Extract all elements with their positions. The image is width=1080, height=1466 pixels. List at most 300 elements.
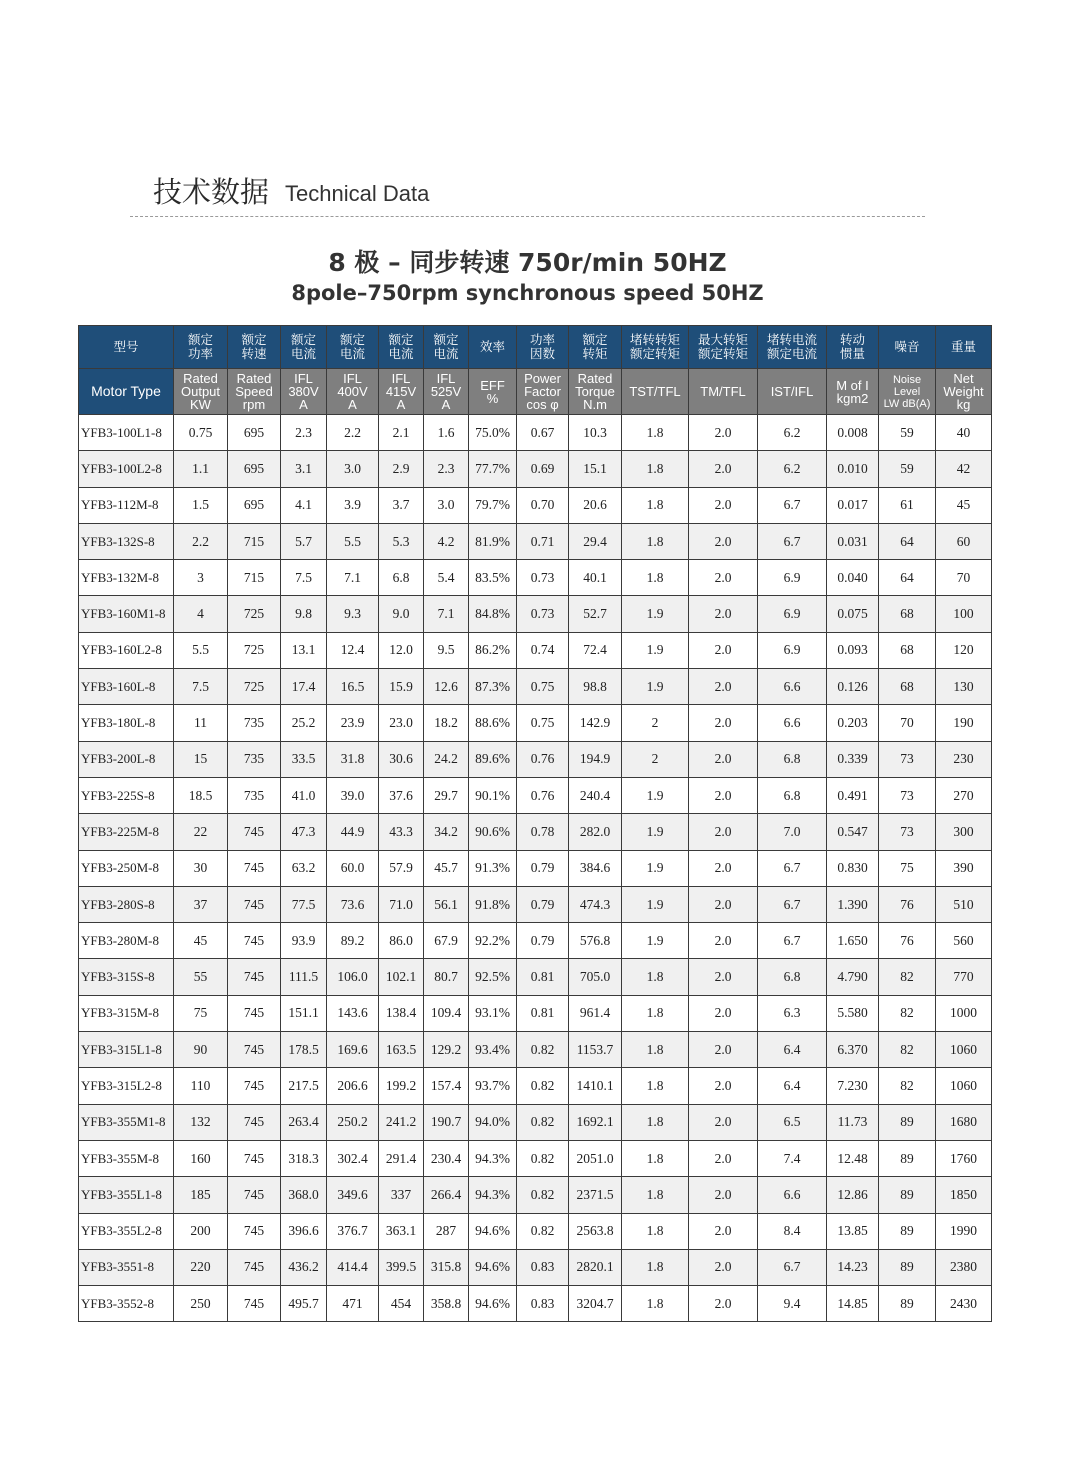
- table-cell: 0.82: [517, 1177, 569, 1213]
- table-cell: 6.9: [758, 560, 827, 596]
- table-cell: 82: [879, 1032, 936, 1068]
- table-cell: 1060: [936, 1068, 992, 1104]
- table-cell: 1680: [936, 1104, 992, 1140]
- table-cell: 745: [228, 1177, 281, 1213]
- table-cell: 725: [228, 596, 281, 632]
- table-cell: 185: [174, 1177, 228, 1213]
- table-cell: 715: [228, 560, 281, 596]
- table-cell: 6.7: [758, 886, 827, 922]
- header-en-cell: IFL 525V A: [424, 369, 469, 415]
- header-en-cell: IFL 380V A: [281, 369, 327, 415]
- motor-type-cell: YFB3-315S-8: [79, 959, 174, 995]
- table-cell: 6.9: [758, 596, 827, 632]
- table-cell: 2.2: [174, 523, 228, 559]
- table-cell: 1.8: [622, 1286, 689, 1322]
- table-cell: 2430: [936, 1286, 992, 1322]
- table-cell: 60: [936, 523, 992, 559]
- table-cell: 75.0%: [469, 415, 517, 451]
- table-cell: 12.48: [827, 1140, 879, 1176]
- table-cell: 93.1%: [469, 995, 517, 1031]
- table-cell: 1.9: [622, 886, 689, 922]
- table-cell: 0.69: [517, 451, 569, 487]
- table-cell: 23.0: [379, 705, 424, 741]
- motor-type-cell: YFB3-355L1-8: [79, 1177, 174, 1213]
- header-en-cell: TM/TFL: [689, 369, 758, 415]
- table-cell: 70: [936, 560, 992, 596]
- header-cn-cell: 额定 电流: [424, 326, 469, 369]
- table-cell: 349.6: [327, 1177, 379, 1213]
- table-cell: 7.0: [758, 814, 827, 850]
- table-cell: 40: [936, 415, 992, 451]
- table-cell: 510: [936, 886, 992, 922]
- table-row: [79, 995, 992, 1031]
- table-cell: 0.547: [827, 814, 879, 850]
- table-cell: 6.3: [758, 995, 827, 1031]
- header-cn-cell: 噪音: [879, 326, 936, 369]
- table-cell: 190.7: [424, 1104, 469, 1140]
- table-cell: 30.6: [379, 741, 424, 777]
- motor-type-cell: YFB3-200L-8: [79, 741, 174, 777]
- table-cell: 2.0: [689, 886, 758, 922]
- table-cell: 75: [879, 850, 936, 886]
- header-cn-cell: 功率 因数: [517, 326, 569, 369]
- table-cell: 6.6: [758, 669, 827, 705]
- table-cell: 1153.7: [569, 1032, 622, 1068]
- table-row: [79, 741, 992, 777]
- table-row: [79, 1286, 992, 1322]
- table-cell: 0.830: [827, 850, 879, 886]
- table-cell: 1.9: [622, 596, 689, 632]
- table-cell: 6.8: [758, 741, 827, 777]
- motor-type-cell: YFB3-180L-8: [79, 705, 174, 741]
- table-cell: 92.5%: [469, 959, 517, 995]
- table-cell: 2.0: [689, 1213, 758, 1249]
- page-heading: [153, 163, 429, 207]
- table-cell: 0.79: [517, 923, 569, 959]
- table-cell: 250: [174, 1286, 228, 1322]
- table-cell: 0.82: [517, 1213, 569, 1249]
- table-cell: 5.4: [424, 560, 469, 596]
- table-cell: 94.6%: [469, 1249, 517, 1285]
- table-cell: 52.7: [569, 596, 622, 632]
- table-cell: 302.4: [327, 1140, 379, 1176]
- table-row: [79, 415, 992, 451]
- table-cell: 1.8: [622, 959, 689, 995]
- table-cell: 287: [424, 1213, 469, 1249]
- table-cell: 1.6: [424, 415, 469, 451]
- table-cell: 94.6%: [469, 1286, 517, 1322]
- table-cell: 29.7: [424, 777, 469, 813]
- table-cell: 89.2: [327, 923, 379, 959]
- table-cell: 0.82: [517, 1104, 569, 1140]
- table-row: [79, 632, 992, 668]
- table-cell: 0.76: [517, 741, 569, 777]
- table-cell: 160: [174, 1140, 228, 1176]
- header-en-cell: IFL 400V A: [327, 369, 379, 415]
- table-row: [79, 850, 992, 886]
- table-cell: 363.1: [379, 1213, 424, 1249]
- table-cell: 1.8: [622, 1177, 689, 1213]
- table-cell: 291.4: [379, 1140, 424, 1176]
- table-cell: 0.74: [517, 632, 569, 668]
- table-cell: 138.4: [379, 995, 424, 1031]
- table-row: [79, 596, 992, 632]
- table-cell: 745: [228, 959, 281, 995]
- table-cell: 2.0: [689, 596, 758, 632]
- table-cell: 1.8: [622, 1213, 689, 1249]
- table-cell: 560: [936, 923, 992, 959]
- table-cell: 315.8: [424, 1249, 469, 1285]
- table-cell: 37: [174, 886, 228, 922]
- table-cell: 0.75: [174, 415, 228, 451]
- table-cell: 17.4: [281, 669, 327, 705]
- header-cn-cell: 额定 电流: [327, 326, 379, 369]
- table-cell: 37.6: [379, 777, 424, 813]
- table-cell: 77.5: [281, 886, 327, 922]
- table-cell: 1.9: [622, 923, 689, 959]
- motor-type-cell: YFB3-160L2-8: [79, 632, 174, 668]
- table-cell: 25.2: [281, 705, 327, 741]
- table-cell: 33.5: [281, 741, 327, 777]
- table-cell: 9.5: [424, 632, 469, 668]
- header-cn-cell: 转动 惯量: [827, 326, 879, 369]
- table-cell: 2: [622, 741, 689, 777]
- table-cell: 143.6: [327, 995, 379, 1031]
- table-cell: 91.8%: [469, 886, 517, 922]
- header-cn-cell: 额定 电流: [379, 326, 424, 369]
- table-cell: 318.3: [281, 1140, 327, 1176]
- table-cell: 8.4: [758, 1213, 827, 1249]
- header-cn-cell: 堵转转矩 额定转矩: [622, 326, 689, 369]
- table-cell: 68: [879, 669, 936, 705]
- table-cell: 2380: [936, 1249, 992, 1285]
- table-cell: 2.0: [689, 814, 758, 850]
- table-cell: 75: [174, 995, 228, 1031]
- table-row: [79, 451, 992, 487]
- table-row: [79, 523, 992, 559]
- table-cell: 1.1: [174, 451, 228, 487]
- table-row: [79, 959, 992, 995]
- table-cell: 64: [879, 560, 936, 596]
- table-cell: 1.8: [622, 523, 689, 559]
- table-cell: 89.6%: [469, 741, 517, 777]
- table-cell: 7.4: [758, 1140, 827, 1176]
- table-cell: 120: [936, 632, 992, 668]
- table-cell: 82: [879, 1068, 936, 1104]
- table-cell: 436.2: [281, 1249, 327, 1285]
- table-cell: 474.3: [569, 886, 622, 922]
- table-cell: 178.5: [281, 1032, 327, 1068]
- table-cell: 7.1: [327, 560, 379, 596]
- table-cell: 6.6: [758, 1177, 827, 1213]
- table-cell: 2.0: [689, 632, 758, 668]
- table-cell: 12.6: [424, 669, 469, 705]
- table-cell: 1.5: [174, 487, 228, 523]
- table-cell: 2.0: [689, 523, 758, 559]
- table-cell: 70: [879, 705, 936, 741]
- table-cell: 1410.1: [569, 1068, 622, 1104]
- table-cell: 18.2: [424, 705, 469, 741]
- table-cell: 6.370: [827, 1032, 879, 1068]
- table-cell: 82: [879, 995, 936, 1031]
- table-cell: 7.230: [827, 1068, 879, 1104]
- table-cell: 163.5: [379, 1032, 424, 1068]
- table-row: [79, 705, 992, 741]
- header-en-cell: EFF %: [469, 369, 517, 415]
- table-cell: 0.81: [517, 995, 569, 1031]
- subtitle-en: 8pole–750rpm synchronous speed 50HZ: [291, 281, 764, 305]
- table-cell: 20.6: [569, 487, 622, 523]
- motor-type-cell: YFB3-132M-8: [79, 560, 174, 596]
- table-cell: 94.3%: [469, 1177, 517, 1213]
- table-cell: 2.0: [689, 1177, 758, 1213]
- dashed-divider: [130, 216, 925, 217]
- table-cell: 2.0: [689, 1249, 758, 1285]
- table-cell: 745: [228, 923, 281, 959]
- header-en-cell: Rated Output KW: [174, 369, 228, 415]
- table-cell: 132: [174, 1104, 228, 1140]
- table-cell: 217.5: [281, 1068, 327, 1104]
- table-cell: 60.0: [327, 850, 379, 886]
- table-cell: 745: [228, 1140, 281, 1176]
- motor-type-cell: YFB3-315M-8: [79, 995, 174, 1031]
- table-cell: 2.0: [689, 1104, 758, 1140]
- table-cell: 1.8: [622, 560, 689, 596]
- table-cell: 770: [936, 959, 992, 995]
- table-cell: 0.031: [827, 523, 879, 559]
- header-en-cell: Noise Level LW dB(A): [879, 369, 936, 415]
- table-cell: 6.7: [758, 850, 827, 886]
- table-cell: 337: [379, 1177, 424, 1213]
- table-cell: 61: [879, 487, 936, 523]
- table-row: [79, 1068, 992, 1104]
- table-cell: 414.4: [327, 1249, 379, 1285]
- table-cell: 79.7%: [469, 487, 517, 523]
- table-cell: 91.3%: [469, 850, 517, 886]
- table-cell: 0.491: [827, 777, 879, 813]
- table-cell: 93.7%: [469, 1068, 517, 1104]
- table-cell: 2.0: [689, 777, 758, 813]
- table-cell: 390: [936, 850, 992, 886]
- table-row: [79, 777, 992, 813]
- motor-type-cell: YFB3-225M-8: [79, 814, 174, 850]
- table-cell: 745: [228, 1032, 281, 1068]
- table-cell: 3.9: [327, 487, 379, 523]
- header-row-en: [79, 369, 992, 415]
- table-cell: 22: [174, 814, 228, 850]
- table-cell: 1990: [936, 1213, 992, 1249]
- table-cell: 0.79: [517, 850, 569, 886]
- table-cell: 14.23: [827, 1249, 879, 1285]
- table-cell: 83.5%: [469, 560, 517, 596]
- motor-type-cell: YFB3-355M1-8: [79, 1104, 174, 1140]
- table-cell: 5.3: [379, 523, 424, 559]
- table-cell: 89: [879, 1249, 936, 1285]
- table-cell: 90: [174, 1032, 228, 1068]
- header-cn-cell: 额定 电流: [281, 326, 327, 369]
- table-cell: 2.1: [379, 415, 424, 451]
- table-cell: 961.4: [569, 995, 622, 1031]
- table-cell: 2.0: [689, 415, 758, 451]
- table-cell: 240.4: [569, 777, 622, 813]
- table-cell: 2.2: [327, 415, 379, 451]
- table-cell: 695: [228, 415, 281, 451]
- table-cell: 12.0: [379, 632, 424, 668]
- motor-type-cell: YFB3-3552-8: [79, 1286, 174, 1322]
- table-cell: 92.2%: [469, 923, 517, 959]
- motor-type-cell: YFB3-280M-8: [79, 923, 174, 959]
- table-cell: 89: [879, 1104, 936, 1140]
- motor-type-cell: YFB3-250M-8: [79, 850, 174, 886]
- table-cell: 745: [228, 1104, 281, 1140]
- table-cell: 90.6%: [469, 814, 517, 850]
- table-cell: 220: [174, 1249, 228, 1285]
- table-cell: 13.1: [281, 632, 327, 668]
- table-cell: 454: [379, 1286, 424, 1322]
- table-cell: 5.5: [327, 523, 379, 559]
- table-cell: 39.0: [327, 777, 379, 813]
- table-cell: 1.8: [622, 1140, 689, 1176]
- table-cell: 1.8: [622, 415, 689, 451]
- table-cell: 11.73: [827, 1104, 879, 1140]
- table-cell: 44.9: [327, 814, 379, 850]
- table-cell: 2.3: [281, 415, 327, 451]
- table-cell: 725: [228, 669, 281, 705]
- table-cell: 0.008: [827, 415, 879, 451]
- table-cell: 745: [228, 850, 281, 886]
- table-cell: 42: [936, 451, 992, 487]
- table-cell: 471: [327, 1286, 379, 1322]
- table-cell: 745: [228, 886, 281, 922]
- table-cell: 1.9: [622, 850, 689, 886]
- table-cell: 2.0: [689, 959, 758, 995]
- table-cell: 15.9: [379, 669, 424, 705]
- table-cell: 3.7: [379, 487, 424, 523]
- table-cell: 1060: [936, 1032, 992, 1068]
- table-cell: 0.75: [517, 669, 569, 705]
- table-cell: 0.339: [827, 741, 879, 777]
- table-cell: 4.790: [827, 959, 879, 995]
- table-cell: 57.9: [379, 850, 424, 886]
- table-cell: 715: [228, 523, 281, 559]
- motor-type-cell: YFB3-315L2-8: [79, 1068, 174, 1104]
- table-cell: 93.4%: [469, 1032, 517, 1068]
- table-cell: 14.85: [827, 1286, 879, 1322]
- table-cell: 745: [228, 995, 281, 1031]
- table-cell: 55: [174, 959, 228, 995]
- table-cell: 3: [174, 560, 228, 596]
- table-cell: 1.8: [622, 1249, 689, 1285]
- motor-type-cell: YFB3-355L2-8: [79, 1213, 174, 1249]
- table-cell: 0.73: [517, 596, 569, 632]
- table-cell: 47.3: [281, 814, 327, 850]
- header-en-cell: Motor Type: [79, 369, 174, 415]
- table-cell: 30: [174, 850, 228, 886]
- table-cell: 725: [228, 632, 281, 668]
- table-cell: 94.0%: [469, 1104, 517, 1140]
- table-cell: 84.8%: [469, 596, 517, 632]
- table-cell: 157.4: [424, 1068, 469, 1104]
- table-cell: 2.0: [689, 1140, 758, 1176]
- header-cn-cell: 最大转矩 额定转矩: [689, 326, 758, 369]
- table-cell: 2.0: [689, 669, 758, 705]
- table-cell: 735: [228, 705, 281, 741]
- table-cell: 94.6%: [469, 1213, 517, 1249]
- table-cell: 5.7: [281, 523, 327, 559]
- table-cell: 2051.0: [569, 1140, 622, 1176]
- motor-type-cell: YFB3-355M-8: [79, 1140, 174, 1176]
- table-cell: 745: [228, 1068, 281, 1104]
- table-cell: 230: [936, 741, 992, 777]
- table-cell: 0.70: [517, 487, 569, 523]
- table-cell: 5.580: [827, 995, 879, 1031]
- table-cell: 6.8: [758, 959, 827, 995]
- table-cell: 495.7: [281, 1286, 327, 1322]
- table-cell: 241.2: [379, 1104, 424, 1140]
- table-cell: 0.75: [517, 705, 569, 741]
- header-cn-cell: 额定 转矩: [569, 326, 622, 369]
- table-cell: 68: [879, 632, 936, 668]
- header-cn-cell: 额定 功率: [174, 326, 228, 369]
- table-cell: 73: [879, 777, 936, 813]
- header-en-cell: Power Factor cos φ: [517, 369, 569, 415]
- table-cell: 169.6: [327, 1032, 379, 1068]
- table-cell: 2.9: [379, 451, 424, 487]
- table-row: [79, 1213, 992, 1249]
- table-cell: 695: [228, 487, 281, 523]
- table-row: [79, 669, 992, 705]
- table-cell: 1000: [936, 995, 992, 1031]
- table-cell: 71.0: [379, 886, 424, 922]
- table-cell: 2.0: [689, 1068, 758, 1104]
- table-cell: 270: [936, 777, 992, 813]
- table-cell: 1.8: [622, 487, 689, 523]
- table-cell: 4: [174, 596, 228, 632]
- table-cell: 263.4: [281, 1104, 327, 1140]
- table-cell: 6.2: [758, 415, 827, 451]
- table-cell: 745: [228, 1286, 281, 1322]
- table-cell: 0.82: [517, 1140, 569, 1176]
- table-cell: 13.85: [827, 1213, 879, 1249]
- table-cell: 15.1: [569, 451, 622, 487]
- table-cell: 1.9: [622, 814, 689, 850]
- table-cell: 2: [622, 705, 689, 741]
- motor-type-cell: YFB3-225S-8: [79, 777, 174, 813]
- table-cell: 7.1: [424, 596, 469, 632]
- table-cell: 87.3%: [469, 669, 517, 705]
- table-cell: 6.8: [758, 777, 827, 813]
- header-cn-cell: 型号: [79, 326, 174, 369]
- table-cell: 2.0: [689, 487, 758, 523]
- header-en-cell: Net Weight kg: [936, 369, 992, 415]
- table-cell: 76: [879, 886, 936, 922]
- table-cell: 384.6: [569, 850, 622, 886]
- table-cell: 129.2: [424, 1032, 469, 1068]
- table-cell: 250.2: [327, 1104, 379, 1140]
- motor-type-cell: YFB3-132S-8: [79, 523, 174, 559]
- table-cell: 0.126: [827, 669, 879, 705]
- table-cell: 2820.1: [569, 1249, 622, 1285]
- table-cell: 576.8: [569, 923, 622, 959]
- table-row: [79, 1249, 992, 1285]
- table-cell: 45: [174, 923, 228, 959]
- table-cell: 0.83: [517, 1286, 569, 1322]
- table-cell: 2.0: [689, 995, 758, 1031]
- table-cell: 705.0: [569, 959, 622, 995]
- table-cell: 2.0: [689, 741, 758, 777]
- table-cell: 735: [228, 777, 281, 813]
- table-cell: 56.1: [424, 886, 469, 922]
